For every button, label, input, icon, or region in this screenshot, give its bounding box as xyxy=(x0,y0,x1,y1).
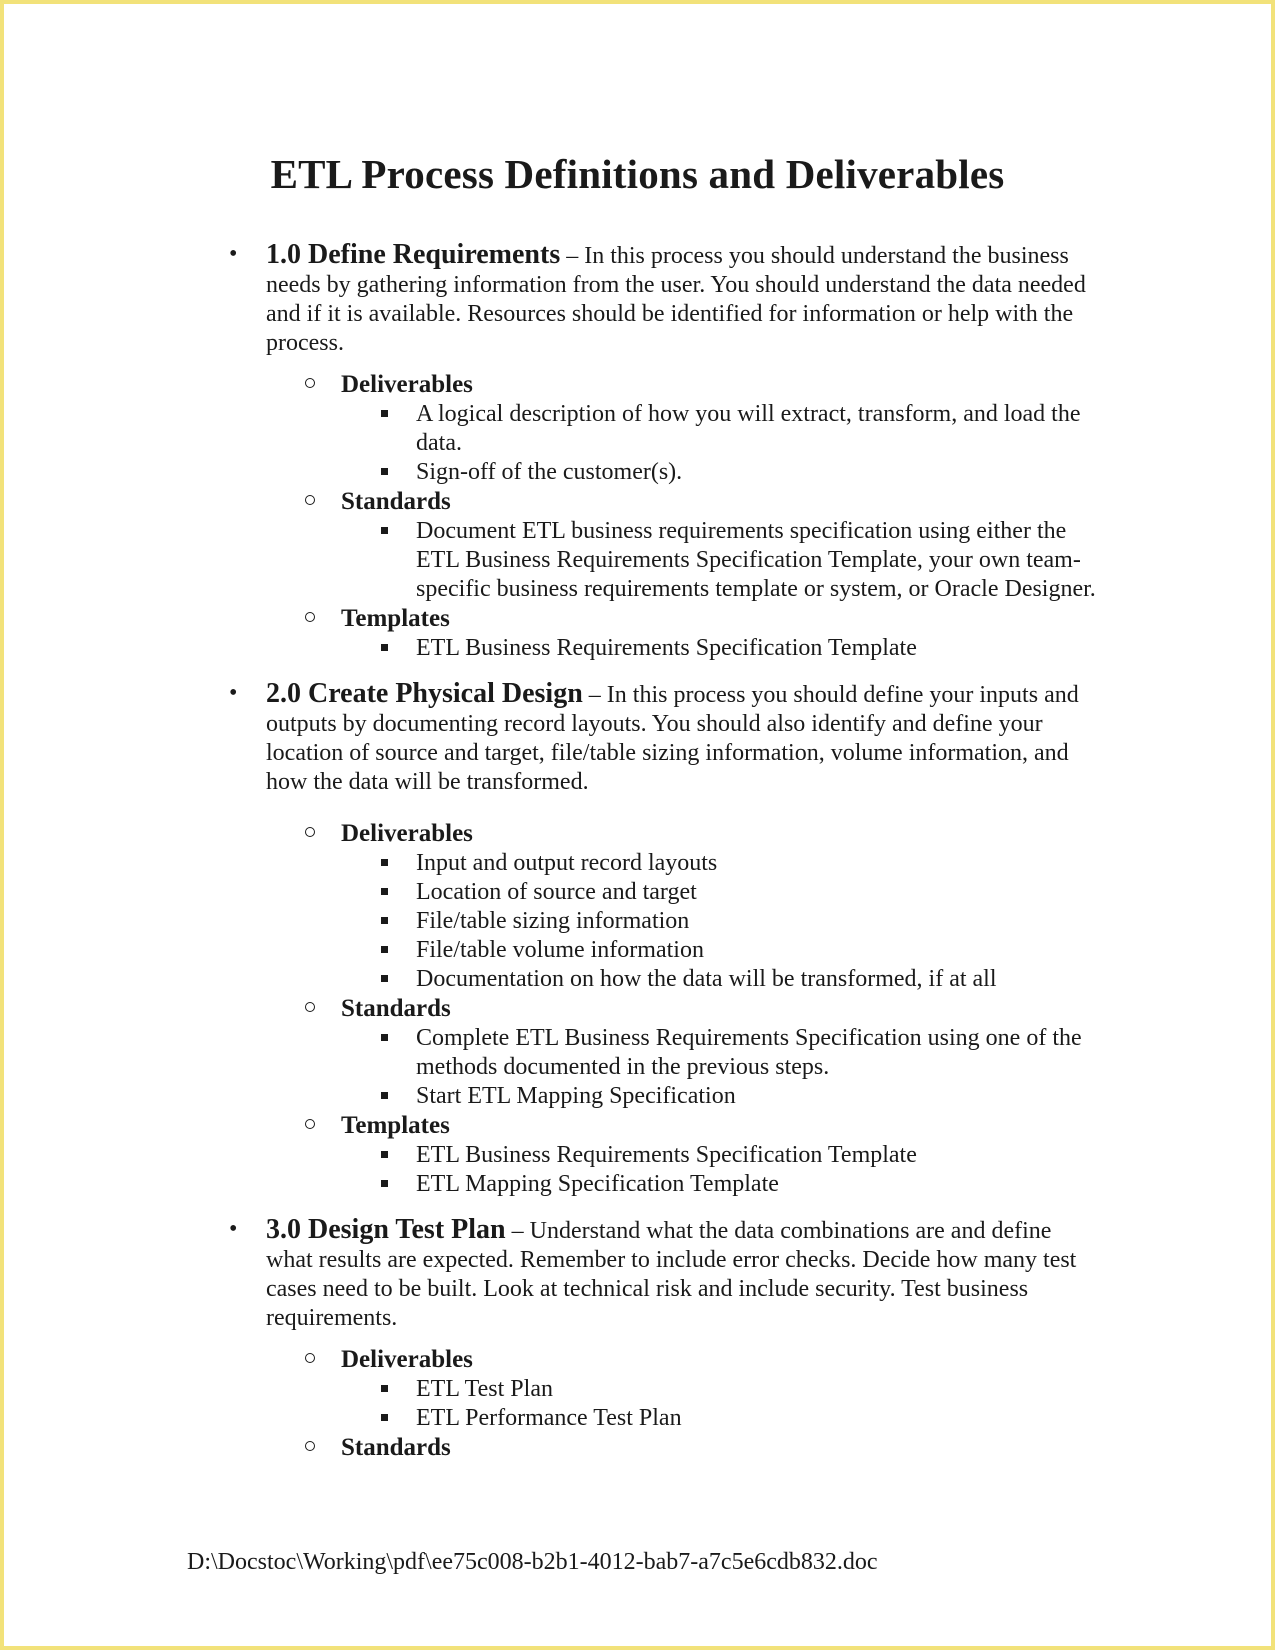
bullet-icon: • xyxy=(229,1216,238,1242)
sub-item-deliverables xyxy=(266,819,1096,994)
sub-label: Templates xyxy=(341,605,450,632)
square-bullet-icon xyxy=(381,888,388,895)
list-item: ETL Mapping Specification Template xyxy=(266,1170,1096,1199)
list-item: Document ETL business requirements specification using either the ETL Business Requirements Specification Template, your own team-specific business requirements template or system, or Oracle Designer. xyxy=(266,517,1096,604)
section-body: – In this process you should define your inputs and outputs by documenting record layouts. You should also identify and define your location of source and target, file/table sizing information, volume information, and how the data will be transformed. xyxy=(266,682,1079,795)
sub-label: Deliverables xyxy=(341,820,473,847)
list-item: Sign-off of the customer(s). xyxy=(266,458,1096,487)
deliverables-list xyxy=(341,400,1096,487)
list-item: ETL Test Plan xyxy=(266,1375,1096,1404)
square-bullet-icon xyxy=(381,410,388,417)
section-create-physical-design xyxy=(226,679,1096,1199)
document-body xyxy=(226,240,1096,1463)
square-bullet-icon xyxy=(381,946,388,953)
standards-list xyxy=(341,1024,1096,1111)
square-bullet-icon xyxy=(381,859,388,866)
sub-label: Deliverables xyxy=(341,1346,473,1373)
sub-item-templates xyxy=(266,1111,1096,1199)
list-item: File/table sizing information xyxy=(266,907,1096,936)
square-bullet-icon xyxy=(381,527,388,534)
circle-bullet-icon xyxy=(305,495,315,505)
list-item: ETL Business Requirements Specification Template xyxy=(266,634,1096,663)
square-bullet-icon xyxy=(381,644,388,651)
bullet-icon: • xyxy=(229,241,238,267)
sub-item-deliverables xyxy=(266,370,1096,487)
sub-list xyxy=(266,1345,1096,1463)
square-bullet-icon xyxy=(381,1034,388,1041)
list-item: ETL Performance Test Plan xyxy=(266,1404,1096,1433)
square-bullet-icon xyxy=(381,1180,388,1187)
list-item: ETL Business Requirements Specification Template xyxy=(266,1141,1096,1170)
sub-item-templates xyxy=(266,604,1096,663)
circle-bullet-icon xyxy=(305,378,315,388)
sub-list xyxy=(266,370,1096,663)
circle-bullet-icon xyxy=(305,612,315,622)
circle-bullet-icon xyxy=(305,827,315,837)
deliverables-list xyxy=(341,849,1096,994)
sub-list xyxy=(266,819,1096,1199)
standards-list xyxy=(341,517,1096,604)
section-paragraph xyxy=(266,1215,1096,1333)
bullet-icon: • xyxy=(229,680,238,706)
list-item: Start ETL Mapping Specification xyxy=(266,1082,1096,1111)
list-item: A logical description of how you will extract, transform, and load the data. xyxy=(266,400,1096,458)
circle-bullet-icon xyxy=(305,1441,315,1451)
templates-list xyxy=(341,1141,1096,1199)
square-bullet-icon xyxy=(381,1385,388,1392)
sub-item-deliverables xyxy=(266,1345,1096,1433)
list-item: Location of source and target xyxy=(266,878,1096,907)
square-bullet-icon xyxy=(381,975,388,982)
section-paragraph xyxy=(266,240,1096,358)
sub-label: Standards xyxy=(341,488,451,515)
file-path-footer: D:\Docstoc\Working\pdf\ee75c008-b2b1-4012-bab7-a7c5e6cdb832.doc xyxy=(187,1549,878,1575)
page-title: ETL Process Definitions and Deliverables xyxy=(270,151,1005,197)
section-paragraph xyxy=(266,679,1096,797)
deliverables-list xyxy=(341,1375,1096,1433)
templates-list xyxy=(341,634,1096,663)
circle-bullet-icon xyxy=(305,1119,315,1129)
sub-item-standards xyxy=(266,1433,1096,1463)
list-item: Complete ETL Business Requirements Specification using one of the methods documented in the previous steps. xyxy=(266,1024,1096,1082)
section-heading: 1.0 Define Requirements xyxy=(266,239,561,270)
square-bullet-icon xyxy=(381,468,388,475)
section-design-test-plan xyxy=(226,1215,1096,1463)
sub-label: Templates xyxy=(341,1112,450,1139)
sub-label: Deliverables xyxy=(341,371,473,398)
section-body: – Understand what the data combinations are and define what results are expected. Remember to include error checks. Decide how many test cases need to be built. Look at technical risk and include security. Test business requirements. xyxy=(266,1218,1077,1331)
list-item: Documentation on how the data will be transformed, if at all xyxy=(266,965,1096,994)
list-item: File/table volume information xyxy=(266,936,1096,965)
sub-label: Standards xyxy=(341,995,451,1022)
section-define-requirements xyxy=(226,240,1096,663)
section-body: – In this process you should understand the business needs by gathering information from the user. You should understand the data needed and if it is available. Resources should be identified for information or help with the process. xyxy=(266,243,1086,356)
circle-bullet-icon xyxy=(305,1353,315,1363)
list-item: Input and output record layouts xyxy=(266,849,1096,878)
sub-label: Standards xyxy=(341,1434,451,1461)
square-bullet-icon xyxy=(381,917,388,924)
section-heading: 2.0 Create Physical Design xyxy=(266,678,583,709)
sub-item-standards xyxy=(266,994,1096,1111)
section-heading: 3.0 Design Test Plan xyxy=(266,1214,506,1245)
square-bullet-icon xyxy=(381,1151,388,1158)
sub-item-standards xyxy=(266,487,1096,604)
square-bullet-icon xyxy=(381,1414,388,1421)
square-bullet-icon xyxy=(381,1092,388,1099)
circle-bullet-icon xyxy=(305,1002,315,1012)
